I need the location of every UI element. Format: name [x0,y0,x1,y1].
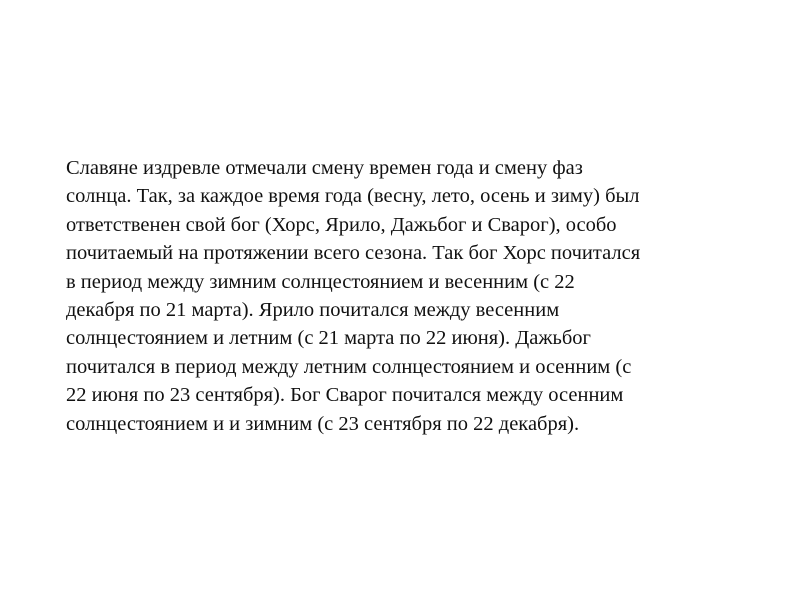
text-line: Славяне издревле отмечали смену времен года и смену фаз [66,157,583,179]
text-line: декабря по 21 марта). Ярило почитался между весенним [66,299,560,322]
text-line: 22 июня по 23 сентября). Бог Сварог почитался между осенним [66,384,624,407]
text-line: солнцестоянием и и зимним (с 23 сентября по 22 декабря). [66,412,580,435]
text-line: в период между зимним солнцестоянием и весенним (с 22 [66,270,575,293]
text-line: ответственен свой бог (Хорс, Ярило, Дажьбог и Сварог), особо [66,213,617,236]
text-line: почитаемый на протяжении всего сезона. Так бог Хорс почитался [66,242,641,265]
body-text [66,154,766,438]
text-line: солнца. Так, за каждое время года (весну, лето, осень и зиму) был [66,185,640,208]
text-line: почитался в период между летним солнцестоянием и осенним (с [66,355,632,378]
text-line: солнцестоянием и летним (с 21 марта по 22 июня). Дажьбог [66,327,591,350]
